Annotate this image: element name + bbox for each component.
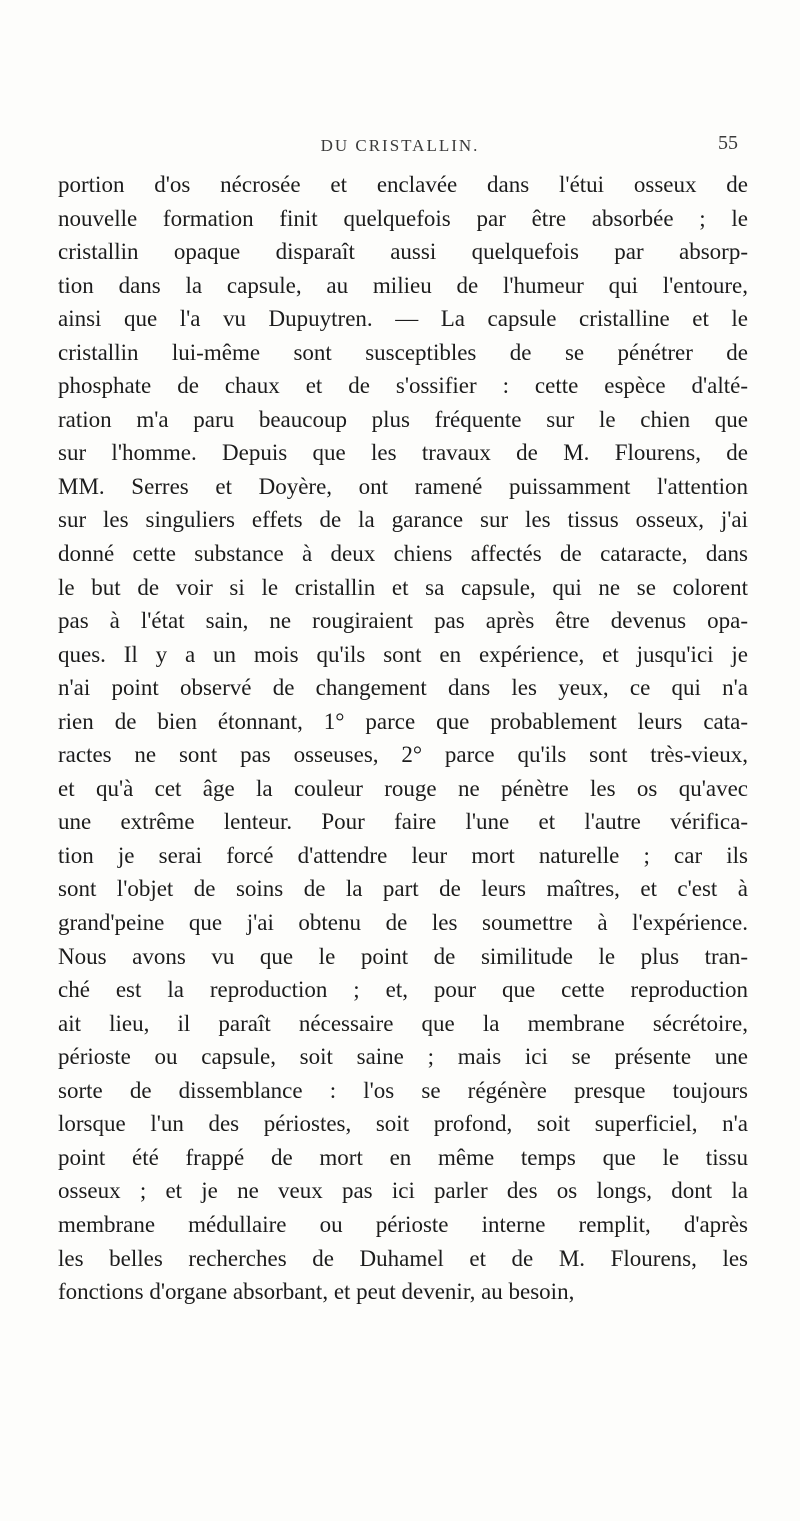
text-line: membrane médullaire ou périoste interne remplit, d'après bbox=[58, 1211, 748, 1237]
text-line: lorsque l'un des périostes, soit profond, soit superficiel, n'a bbox=[58, 1111, 748, 1137]
text-line: et qu'à cet âge la couleur rouge ne pénètre les os qu'avec bbox=[58, 775, 748, 801]
text-line: osseux ; et je ne veux pas ici parler des os longs, dont la bbox=[58, 1178, 748, 1204]
text-line: phosphate de chaux et de s'ossifier : cette espèce d'alté- bbox=[58, 373, 748, 399]
text-line: pas à l'état sain, ne rougiraient pas après être devenus opa- bbox=[58, 608, 748, 634]
text-line: tion je serai forcé d'attendre leur mort naturelle ; car ils bbox=[58, 842, 748, 868]
running-title: DU CRISTALLIN. bbox=[320, 136, 480, 155]
text-line: ché est la reproduction ; et, pour que cette reproduction bbox=[58, 977, 748, 1003]
page-number: 55 bbox=[718, 132, 738, 154]
text-line: nouvelle formation finit quelquefois par être absorbée ; le bbox=[58, 205, 748, 231]
text-line: sur les singuliers effets de la garance sur les tissus osseux, j'ai bbox=[58, 507, 748, 533]
text-line: grand'peine que j'ai obtenu de les soumettre à l'expérience. bbox=[58, 910, 748, 936]
text-line: point été frappé de mort en même temps que le tissu bbox=[58, 1144, 748, 1170]
text-line: MM. Serres et Doyère, ont ramené puissamment l'attention bbox=[58, 473, 748, 499]
text-line: ractes ne sont pas osseuses, 2° parce qu'ils sont très-vieux, bbox=[58, 742, 748, 768]
text-line: cristallin opaque disparaît aussi quelquefois par absorp- bbox=[58, 239, 748, 265]
text-line: une extrême lenteur. Pour faire l'une et l'autre vérifica- bbox=[58, 809, 748, 835]
text-line: sur l'homme. Depuis que les travaux de M. Flourens, de bbox=[58, 440, 748, 466]
text-line: ainsi que l'a vu Dupuytren. — La capsule cristalline et le bbox=[58, 306, 748, 332]
running-head bbox=[60, 132, 740, 162]
text-line: le but de voir si le cristallin et sa capsule, qui ne se colorent bbox=[58, 574, 748, 600]
text-line: cristallin lui-même sont susceptibles de se pénétrer de bbox=[58, 339, 748, 365]
text-line: sont l'objet de soins de la part de leurs maîtres, et c'est à bbox=[58, 876, 748, 902]
text-line: Nous avons vu que le point de similitude le plus tran- bbox=[58, 943, 748, 969]
text-line: n'ai point observé de changement dans les yeux, ce qui n'a bbox=[58, 675, 748, 701]
text-line: sorte de dissemblance : l'os se régénère presque toujours bbox=[58, 1077, 748, 1103]
text-line: les belles recherches de Duhamel et de M. Flourens, les bbox=[58, 1245, 748, 1271]
text-line: ration m'a paru beaucoup plus fréquente sur le chien que bbox=[58, 406, 748, 432]
text-line: portion d'os nécrosée et enclavée dans l'étui osseux de bbox=[58, 172, 748, 197]
text-line: périoste ou capsule, soit saine ; mais ici se présente une bbox=[58, 1044, 748, 1070]
text-line: tion dans la capsule, au milieu de l'humeur qui l'entoure, bbox=[58, 272, 748, 298]
text-line: ait lieu, il paraît nécessaire que la membrane sécrétoire, bbox=[58, 1010, 748, 1036]
text-line: donné cette substance à deux chiens affectés de cataracte, dans bbox=[58, 541, 748, 567]
body-text bbox=[58, 168, 748, 1309]
text-line: rien de bien étonnant, 1° parce que probablement leurs cata- bbox=[58, 708, 748, 734]
text-line: ques. Il y a un mois qu'ils sont en expérience, et jusqu'ici je bbox=[58, 641, 748, 667]
text-line: fonctions d'organe absorbant, et peut devenir, au besoin, bbox=[58, 1279, 575, 1305]
